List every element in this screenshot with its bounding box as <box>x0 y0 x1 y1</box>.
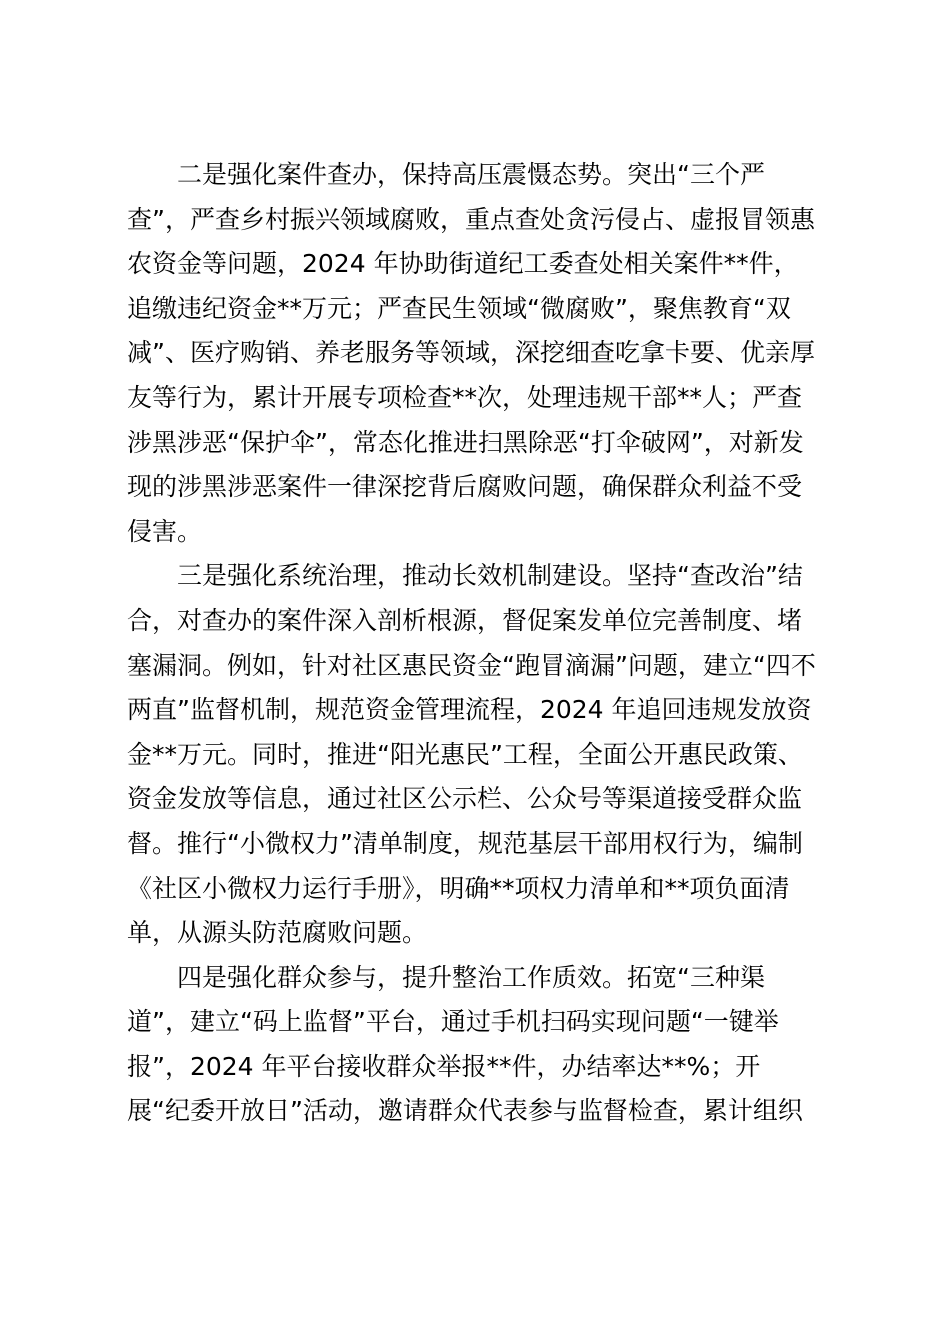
paragraph-2-line-5: 减”、医疗购销、养老服务等领域，深挖细查吃拿卡要、优亲厚 <box>127 338 815 368</box>
paragraph-2-line-1: 二是强化案件查办，保持高压震慑态势。突出“三个严 <box>177 160 765 189</box>
paragraph-4-line-3: 报”，2024 年平台接收群众举报**件，办结率达**%；开 <box>127 1051 761 1081</box>
paragraph-2-line-6: 友等行为，累计开展专项检查**次，处理违规干部**人；严查 <box>127 382 803 412</box>
paragraph-2-line-2: 查”，严查乡村振兴领域腐败，重点查处贪污侵占、虚报冒领惠 <box>127 204 815 234</box>
paragraph-3-line-9: 单，从源头防范腐败问题。 <box>127 918 428 948</box>
paragraph-3-line-1: 三是强化系统治理，推动长效机制建设。坚持“查改治”结 <box>177 561 803 591</box>
paragraph-2-line-4: 追缴违纪资金**万元；严查民生领域“微腐败”，聚焦教育“双 <box>127 293 791 323</box>
paragraph-4-line-1: 四是强化群众参与，提升整治工作质效。拓宽“三种渠 <box>177 962 765 992</box>
paragraph-3-line-4: 两直”监督机制，规范资金管理流程，2024 年追回违规发放资 <box>127 695 812 725</box>
paragraph-2-line-3: 农资金等问题，2024 年协助街道纪工委查处相关案件**件， <box>127 249 799 279</box>
paragraph-3-line-3: 塞漏洞。例如，针对社区惠民资金“跑冒滴漏”问题，建立“四不 <box>127 650 816 680</box>
paragraph-2-line-7: 涉黑涉恶“保护伞”，常态化推进扫黑除恶“打伞破网”，对新发 <box>127 427 804 457</box>
paragraph-2-line-8: 现的涉黑涉恶案件一律深挖背后腐败问题，确保群众利益不受 <box>127 472 803 502</box>
paragraph-3-line-8: 《社区小微权力运行手册》，明确**项权力清单和**项负面清 <box>127 873 790 903</box>
paragraph-3-line-5: 金**万元。同时，推进“阳光惠民”工程，全面公开惠民政策、 <box>127 739 803 769</box>
paragraph-3-line-2: 合，对查办的案件深入剖析根源，督促案发单位完善制度、堵 <box>127 605 803 635</box>
paragraph-3-line-7: 督。推行“小微权力”清单制度，规范基层干部用权行为，编制 <box>127 828 803 858</box>
paragraph-4-line-4: 展“纪委开放日”活动，邀请群众代表参与监督检查，累计组织 <box>127 1096 803 1126</box>
paragraph-3-line-6: 资金发放等信息，通过社区公示栏、公众号等渠道接受群众监 <box>127 784 803 814</box>
paragraph-2-line-9: 侵害。 <box>127 516 203 546</box>
paragraph-4-line-2: 道”，建立“码上监督”平台，通过手机扫码实现问题“一键举 <box>127 1007 779 1037</box>
document-body <box>127 153 837 1134</box>
